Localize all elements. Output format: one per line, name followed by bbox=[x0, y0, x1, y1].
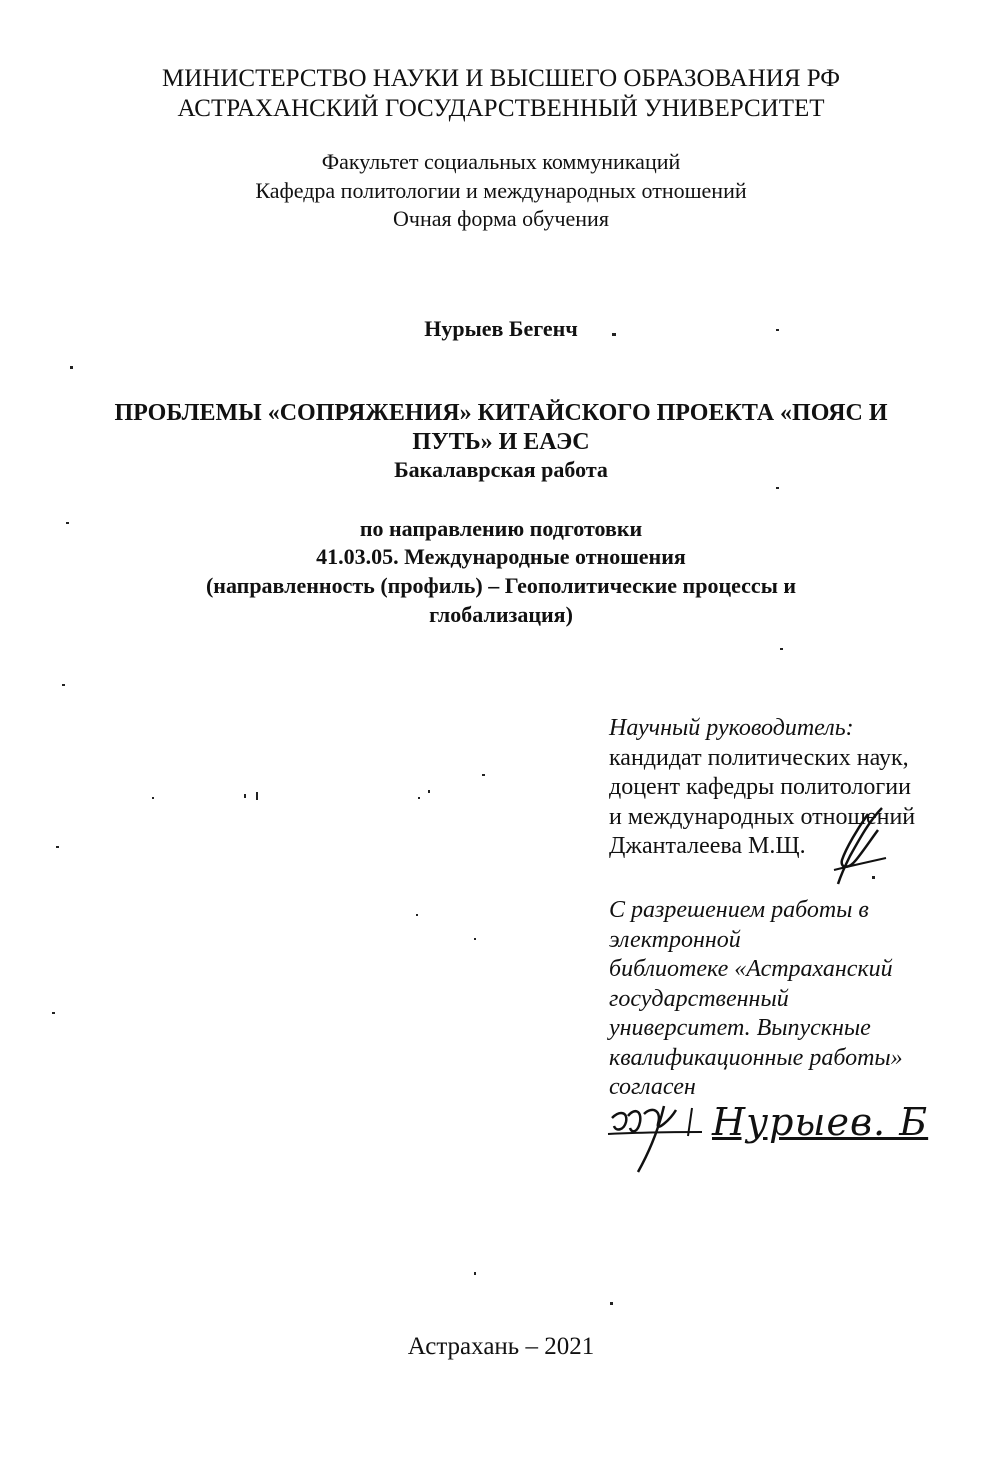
supervisor-block bbox=[609, 714, 989, 862]
scan-speck bbox=[776, 487, 779, 489]
study-form: Очная форма обучения bbox=[393, 206, 609, 231]
scan-speck bbox=[256, 792, 258, 800]
scan-speck bbox=[474, 938, 476, 940]
supervisor-degree: кандидат политических наук, bbox=[609, 744, 909, 771]
thesis-title-line1: ПРОБЛЕМЫ «СОПРЯЖЕНИЯ» КИТАЙСКОГО ПРОЕКТА «ПОЯС И bbox=[114, 400, 888, 426]
scan-speck bbox=[244, 794, 246, 798]
scan-speck bbox=[780, 648, 783, 650]
scan-speck bbox=[610, 1302, 613, 1305]
supervisor-department: и международных отношений bbox=[609, 803, 916, 830]
scan-speck bbox=[776, 329, 779, 331]
student-handwritten-name: Нурыев. Б bbox=[712, 1100, 929, 1144]
scan-speck bbox=[872, 876, 875, 879]
direction-line2: 41.03.05. Международные отношения bbox=[316, 544, 686, 569]
university-name: АСТРАХАНСКИЙ ГОСУДАРСТВЕННЫЙ УНИВЕРСИТЕТ bbox=[177, 95, 825, 122]
permission-block bbox=[609, 896, 989, 1103]
permission-line1: С разрешением работы в bbox=[609, 897, 869, 923]
work-type: Бакалаврская работа bbox=[394, 457, 608, 482]
scan-speck bbox=[428, 790, 430, 793]
scan-speck bbox=[474, 1272, 476, 1275]
scan-speck bbox=[612, 333, 616, 336]
direction-line3: (направленность (профиль) – Геополитические процессы и bbox=[205, 573, 797, 598]
scan-speck bbox=[56, 846, 59, 848]
scan-speck bbox=[66, 522, 69, 524]
direction-line4: глобализация) bbox=[429, 602, 573, 627]
permission-line4: государственный bbox=[609, 985, 789, 1012]
supervisor-name: Джанталеева М.Щ. bbox=[609, 833, 806, 859]
supervisor-position: доцент кафедры политологии bbox=[609, 774, 911, 800]
scan-speck bbox=[482, 774, 485, 776]
scan-speck bbox=[416, 914, 418, 916]
department-name: Кафедра политологии и международных отношений bbox=[255, 178, 747, 203]
scan-speck bbox=[152, 797, 154, 799]
faculty-name: Факультет социальных коммуникаций bbox=[321, 149, 681, 174]
author-name: Нурыев Бегенч bbox=[424, 316, 578, 341]
permission-line2: электронной bbox=[609, 926, 741, 953]
supervisor-label: Научный руководитель: bbox=[609, 715, 854, 741]
permission-line3: библиотеке «Астраханский bbox=[609, 956, 893, 982]
permission-line7: согласен bbox=[609, 1074, 696, 1100]
direction-line1: по направлению подготовки bbox=[359, 516, 643, 541]
permission-line5: университет. Выпускные bbox=[609, 1015, 871, 1041]
scan-speck bbox=[62, 684, 65, 686]
scan-speck bbox=[70, 366, 73, 369]
scan-speck bbox=[52, 1012, 55, 1014]
scan-speck bbox=[418, 797, 420, 799]
city-year: Астрахань – 2021 bbox=[407, 1333, 595, 1360]
supervisor-signature bbox=[820, 800, 900, 890]
ministry-name: МИНИСТЕРСТВО НАУКИ И ВЫСШЕГО ОБРАЗОВАНИЯ РФ bbox=[162, 65, 840, 92]
thesis-title-line2: ПУТЬ» И ЕАЭС bbox=[412, 429, 590, 455]
permission-line6: квалификационные работы» bbox=[609, 1044, 903, 1071]
